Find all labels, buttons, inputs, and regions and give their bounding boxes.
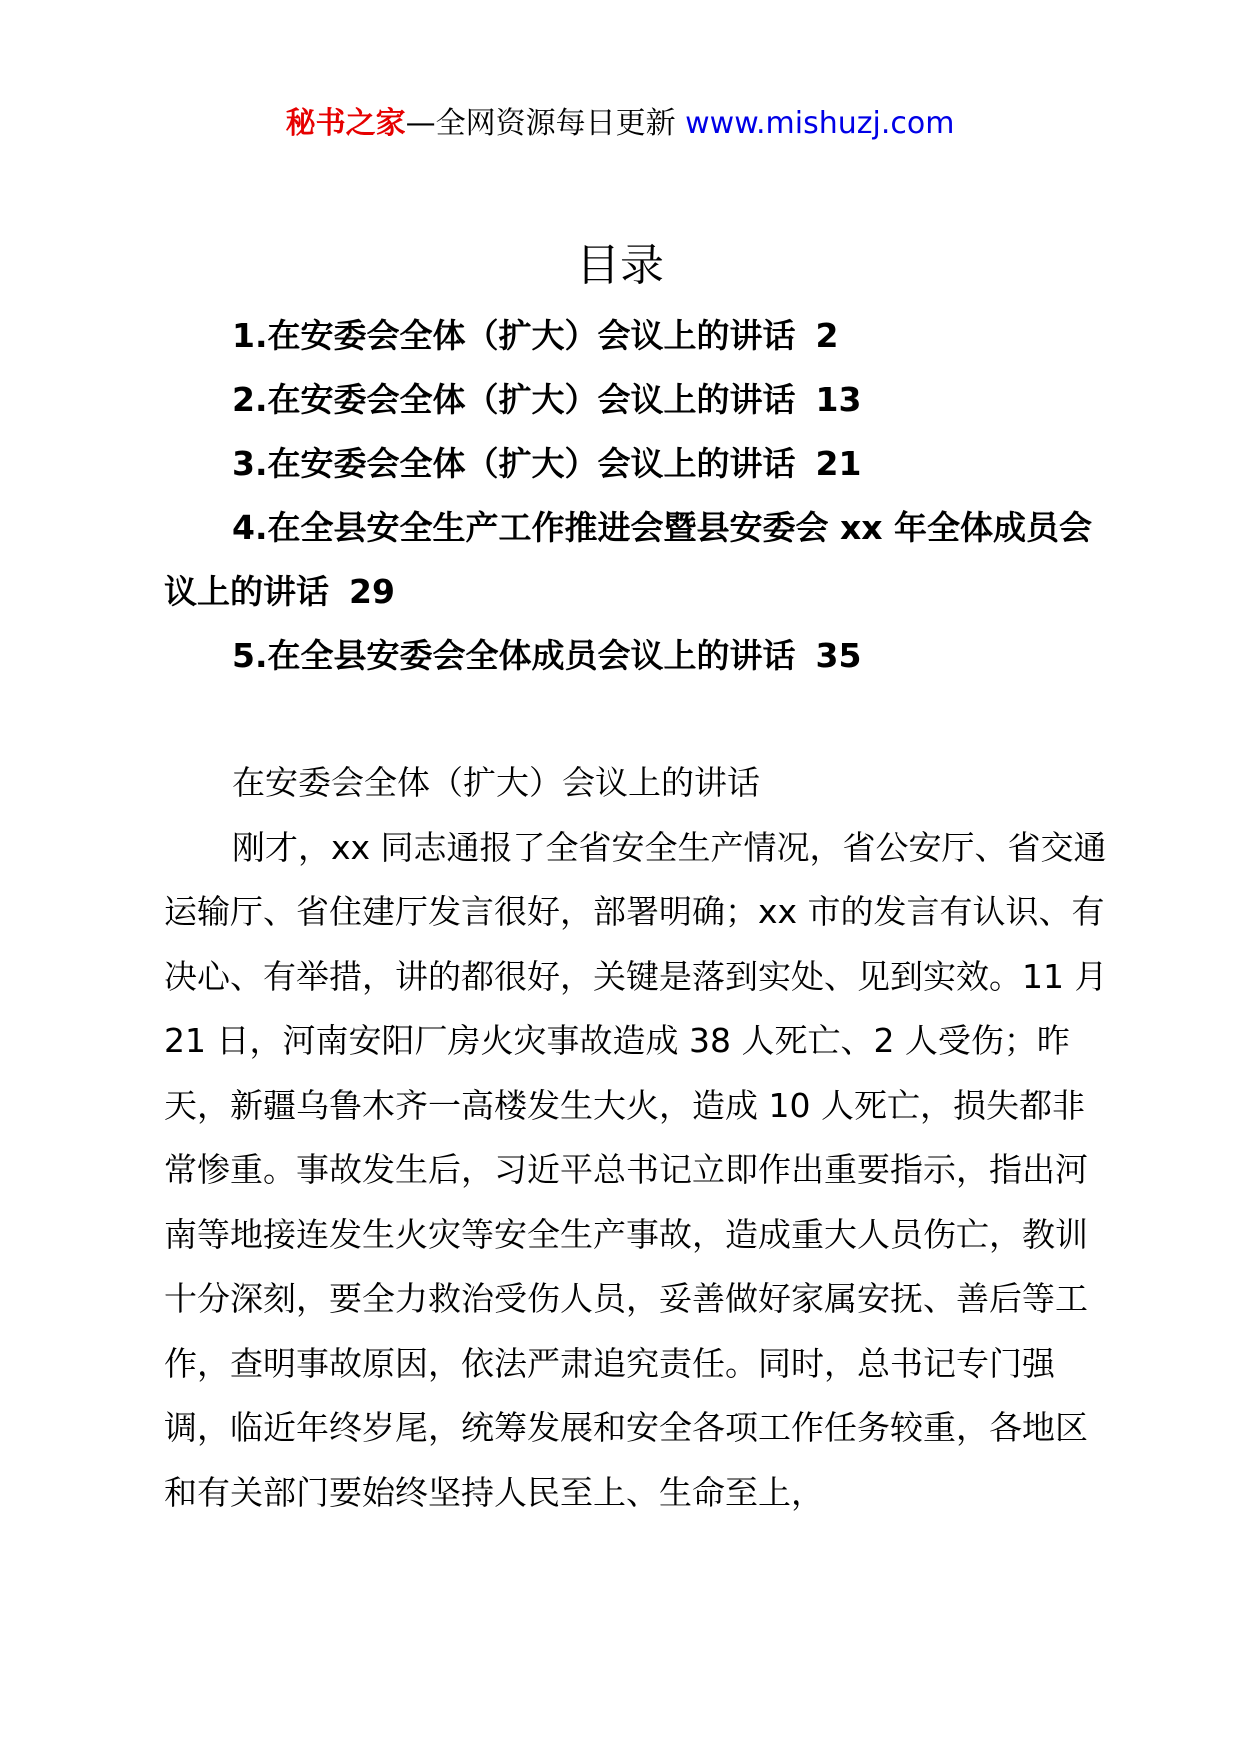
article-title: 在安委会全体（扩大）会议上的讲话 (232, 763, 760, 802)
toc-entry[interactable] (164, 304, 1104, 368)
toc-entry-label: 2.在安委会全体（扩大）会议上的讲话 (232, 380, 796, 419)
toc-entry-page: 35 (815, 636, 862, 675)
toc-entry-page: 29 (349, 572, 395, 611)
toc-entry[interactable] (164, 496, 1104, 624)
toc-entry-label: 1.在安委会全体（扩大）会议上的讲话 (232, 316, 796, 355)
toc-entry-page: 21 (815, 444, 862, 483)
article-paragraph: 刚才，xx 同志通报了全省安全生产情况，省公安厅、省交通运输厅、省住建厅发言很好，部署明确；xx 市的发言有认识、有决心、有举措，讲的都很好，关键是落到实处、见到实效。11 月 21 日，河南安阳厂房火灾事故造成 38 人死亡、2 人受伤；昨天，新疆乌鲁木齐一高楼发生大火，造成 10 人死亡，损失都非常惨重。事故发生后，习近平总书记立即作出重要指示，指出河南等地接连发生火灾等安全生产事故，造成重大人员伤亡，教训十分深刻，要全力救治受伤人员，妥善做好家属安抚、善后等工作，查明事故原因，依法严肃追究责任。同时，总书记专门强调，临近年终岁尾，统筹发展和安全各项工作任务较重，各地区和有关部门要始终坚持人民至上、生命至上， (164, 827, 1108, 1512)
brand-name: 秘书之家 (285, 106, 406, 141)
toc-entry[interactable] (164, 432, 1104, 496)
toc-entry-label: 3.在安委会全体（扩大）会议上的讲话 (232, 444, 796, 483)
table-of-contents (164, 304, 1104, 688)
site-header (0, 104, 1240, 144)
toc-entry[interactable] (164, 624, 1104, 688)
toc-entry-label: 4.在全县安全生产工作推进会暨县安委会 xx 年全体成员会议上的讲话 (164, 508, 1093, 611)
toc-entry[interactable] (164, 368, 1104, 432)
toc-title: 目录 (576, 240, 664, 291)
header-tagline: —全网资源每日更新 (405, 106, 676, 141)
toc-entry-label: 5.在全县安委会全体成员会议上的讲话 (232, 636, 796, 675)
article-body (164, 751, 1114, 1525)
toc-entry-page: 2 (815, 316, 839, 355)
toc-entry-page: 13 (815, 380, 862, 419)
site-url-link[interactable]: www.mishuzj.com (685, 106, 955, 141)
